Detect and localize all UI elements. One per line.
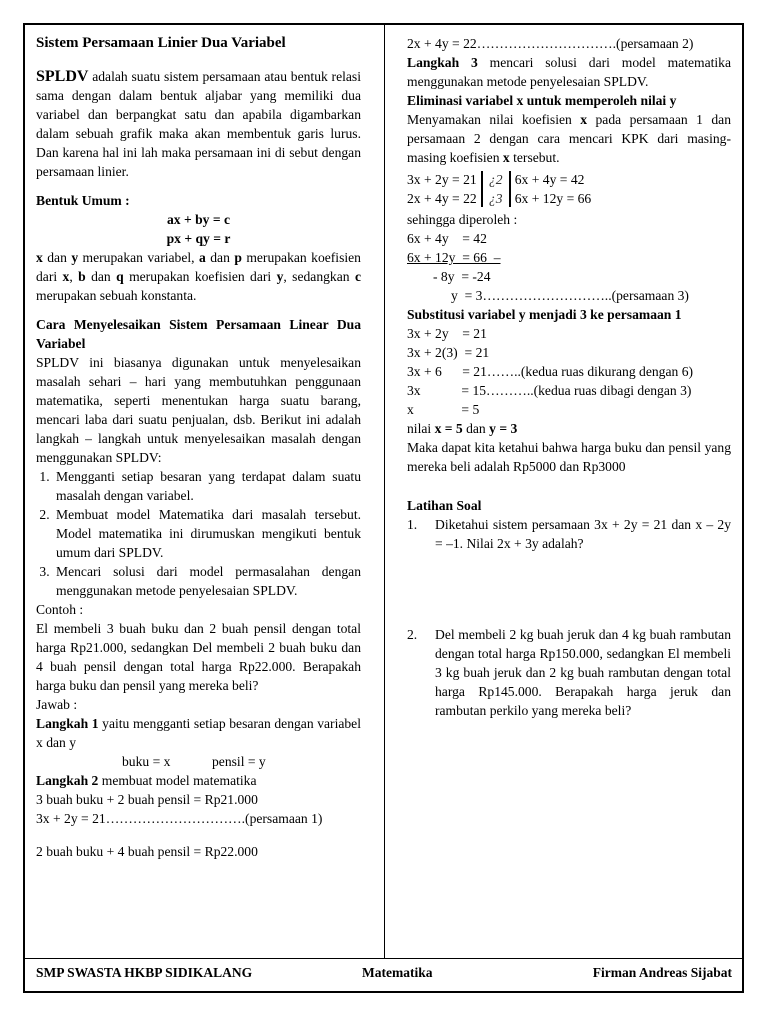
nilai-text: nilai (407, 421, 435, 436)
substitution-step: x = 5 (407, 402, 480, 417)
steps-list (36, 467, 361, 600)
footer-subject: Matematika (362, 965, 433, 980)
constant-c: c (354, 269, 361, 284)
grid-eq-left-2: 2x + 4y = 22 (407, 191, 477, 206)
sehingga-label: sehingga diperoleh : (407, 212, 518, 227)
model-line-1: 3 buah buku + 2 buah pensil = Rp21.000 (36, 792, 258, 807)
desc-text: merupakan koefisien dari (123, 269, 277, 284)
model-line-2: 2 buah buku + 4 buah pensil = Rp22.000 (36, 844, 258, 859)
var-x: x (502, 150, 510, 165)
intro-term: SPLDV (36, 68, 89, 85)
subtraction-line-2: 6x + 12y = 66 – (407, 250, 501, 265)
coef-p: p (234, 250, 242, 265)
y-value: y = 3 (489, 421, 518, 436)
original-equations (407, 170, 477, 208)
conclusion-paragraph: Maka dapat kita ketahui bahwa harga buku dan pensil yang mereka beli adalah Rp5000 dan Rp3000 (407, 440, 731, 474)
y-result: y = 3………………………..(persamaan 3) (451, 288, 689, 303)
document-title: Sistem Persamaan Linier Dua Variabel (36, 35, 286, 51)
grid-bar (481, 171, 483, 207)
substitusi-heading: Substitusi variabel y menjadi 3 ke persamaan 1 (407, 307, 682, 322)
substitution-step: 3x + 6 = 21……..(kedua ruas dikurang dengan 6) (407, 364, 694, 379)
eliminasi-paragraph (407, 110, 731, 167)
desc-text: dan (85, 269, 117, 284)
bentuk-umum-description (36, 248, 361, 305)
langkah-2 (36, 771, 361, 790)
langkah-1-label: Langkah 1 (36, 716, 99, 731)
langkah-2-text: membuat model matematika (98, 773, 257, 788)
grid-eq-left-1: 3x + 2y = 21 (407, 172, 477, 187)
langkah-3-text: mencari solusi dari model matematika menggunakan metode penyelesaian SPLDV. (407, 55, 731, 89)
langkah-3 (407, 53, 731, 91)
desc-text: dan (42, 250, 72, 265)
step-item: 2. Membuat model Matematika dari masalah tersebut. Model matematika ini dirumuskan mengikuti bentuk umum dari SPLDV. (53, 505, 361, 562)
contoh-label: Contoh : (36, 602, 84, 617)
substitution-step: 3x + 2(3) = 21 (407, 345, 490, 360)
cara-paragraph: SPLDV ini biasanya digunakan untuk menyelesaikan masalah sehari – hari yang membutuhkan penggunaan matematika, seperti menentukan harga suatu barang, mencari laba dari suatu penjualan, dsb. Berikut ini adalah langkah – langkah untuk menyelesaikan masalah dengan menggunakan SPLDV: (36, 355, 361, 465)
desc-text: dan (205, 250, 235, 265)
grid-bar (509, 171, 511, 207)
intro-paragraph (36, 67, 361, 181)
desc-text: , sedangkan (283, 269, 355, 284)
eliminasi-heading: Eliminasi variabel x untuk memperoleh nilai y (407, 93, 677, 108)
multipliers (487, 170, 505, 208)
subtraction-result: - 8y = -24 (433, 269, 491, 284)
substitution-step: 3x = 15………..(kedua ruas dibagi dengan 3) (407, 383, 692, 398)
exercise-list (407, 515, 731, 720)
jawab-label: Jawab : (36, 697, 78, 712)
coef-a: a (199, 250, 206, 265)
grid-eq-right-1: 6x + 4y = 42 (514, 172, 585, 187)
footer-author: Firman Andreas Sijabat (592, 965, 732, 980)
cara-heading: Cara Menyelesaikan Sistem Persamaan Linear Dua Variabel (36, 317, 361, 351)
exercise-item (407, 515, 731, 553)
general-equation-2: px + qy = r (166, 231, 231, 246)
nilai-line (407, 419, 731, 438)
desc-text: merupakan sebuah konstanta. (36, 288, 197, 303)
x-value: x = 5 (434, 421, 463, 436)
footer-school: SMP SWASTA HKBP SIDIKALANG (36, 965, 253, 980)
elimination-grid (407, 170, 731, 208)
exercise-number: 2. (407, 627, 418, 642)
left-column (36, 34, 361, 861)
desc-text: merupakan variabel, (78, 250, 199, 265)
var-x: x (36, 250, 43, 265)
var-buku: buku = x (122, 754, 171, 769)
elim-text: pada persamaan 1 dan persamaan 2 dengan cara mencari KPK dari masing-masing koefisien (407, 112, 731, 165)
multiplier-2: ¿3 (488, 191, 503, 206)
model-equation-2: 2x + 4y = 22………………………….(persamaan 2) (407, 36, 694, 51)
multiplier-1: ¿2 (488, 172, 503, 187)
contoh-paragraph: El membeli 3 buah buku dan 2 buah pensil dengan total harga Rp21.000, sedangkan Del membeli 2 buah buku dan 4 buah pensil dengan total harga Rp22.000. Berapakah harga buku dan pensil yang mereka beli? (36, 621, 361, 693)
langkah-2-label: Langkah 2 (36, 773, 99, 788)
subtraction-line-1: 6x + 4y = 42 (407, 231, 487, 246)
desc-text: merupakan koefisien dari (36, 250, 361, 284)
langkah-1 (36, 714, 361, 752)
substitution-step: 3x + 2y = 21 (407, 326, 487, 341)
coef-q: q (116, 269, 124, 284)
grid-eq-right-2: 6x + 12y = 66 (514, 191, 592, 206)
column-divider (384, 23, 385, 958)
var-y: y (276, 269, 284, 284)
langkah-1-text: yaitu mengganti setiap besaran dengan variabel x dan y (36, 716, 361, 750)
desc-text: , (69, 269, 79, 284)
footer-divider (23, 958, 744, 959)
var-x: x (62, 269, 70, 284)
coef-b: b (78, 269, 86, 284)
step-item: 3. Mencari solusi dari model permasalahan dengan menggunakan metode penyelesaian SPLDV. (53, 562, 361, 600)
step-item: 1. Mengganti setiap besaran yang terdapat dalam suatu masalah dengan variabel. (53, 467, 361, 505)
elim-text: Menyamakan nilai koefisien (407, 112, 581, 127)
var-y: y (71, 250, 79, 265)
exercise-number: 1. (407, 517, 418, 532)
general-equation-1: ax + by = c (166, 212, 231, 227)
var-pensil: pensil = y (212, 754, 266, 769)
right-column (407, 34, 731, 720)
nilai-text: dan (462, 421, 490, 436)
intro-text: adalah suatu sistem persamaan atau bentuk relasi sama dengan dalam bentuk aljabar yang memiliki dua variabel dan berpangkat satu dan apabila digambarkan dalam sebuah grafik maka akan membentuk garis lurus. Dan karena hal ini lah maka persamaan ini di sebut dengan persamaan linier. (36, 69, 361, 179)
exercise-item (407, 625, 731, 720)
variable-assignment (36, 752, 361, 771)
langkah-3-label: Langkah 3 (407, 55, 478, 70)
latihan-heading: Latihan Soal (407, 498, 482, 513)
exercise-text: Diketahui sistem persamaan 3x + 2y = 21 dan x – 2y = –1. Nilai 2x + 3y adalah? (435, 517, 731, 551)
bentuk-umum-heading: Bentuk Umum : (36, 193, 130, 208)
elim-text: tersebut. (509, 150, 560, 165)
var-x: x (580, 112, 588, 127)
exercise-text: Del membeli 2 kg buah jeruk dan 4 kg buah rambutan dengan total harga Rp150.000, sedangkan El membeli 3 kg buah jeruk dan 2 kg buah rambutan dengan total harga Rp145.000. Berapakah harga jeruk dan rambutan perkilo yang mereka beli? (435, 627, 731, 718)
model-equation-1: 3x + 2y = 21………………………….(persamaan 1) (36, 811, 323, 826)
scaled-equations (515, 170, 592, 208)
